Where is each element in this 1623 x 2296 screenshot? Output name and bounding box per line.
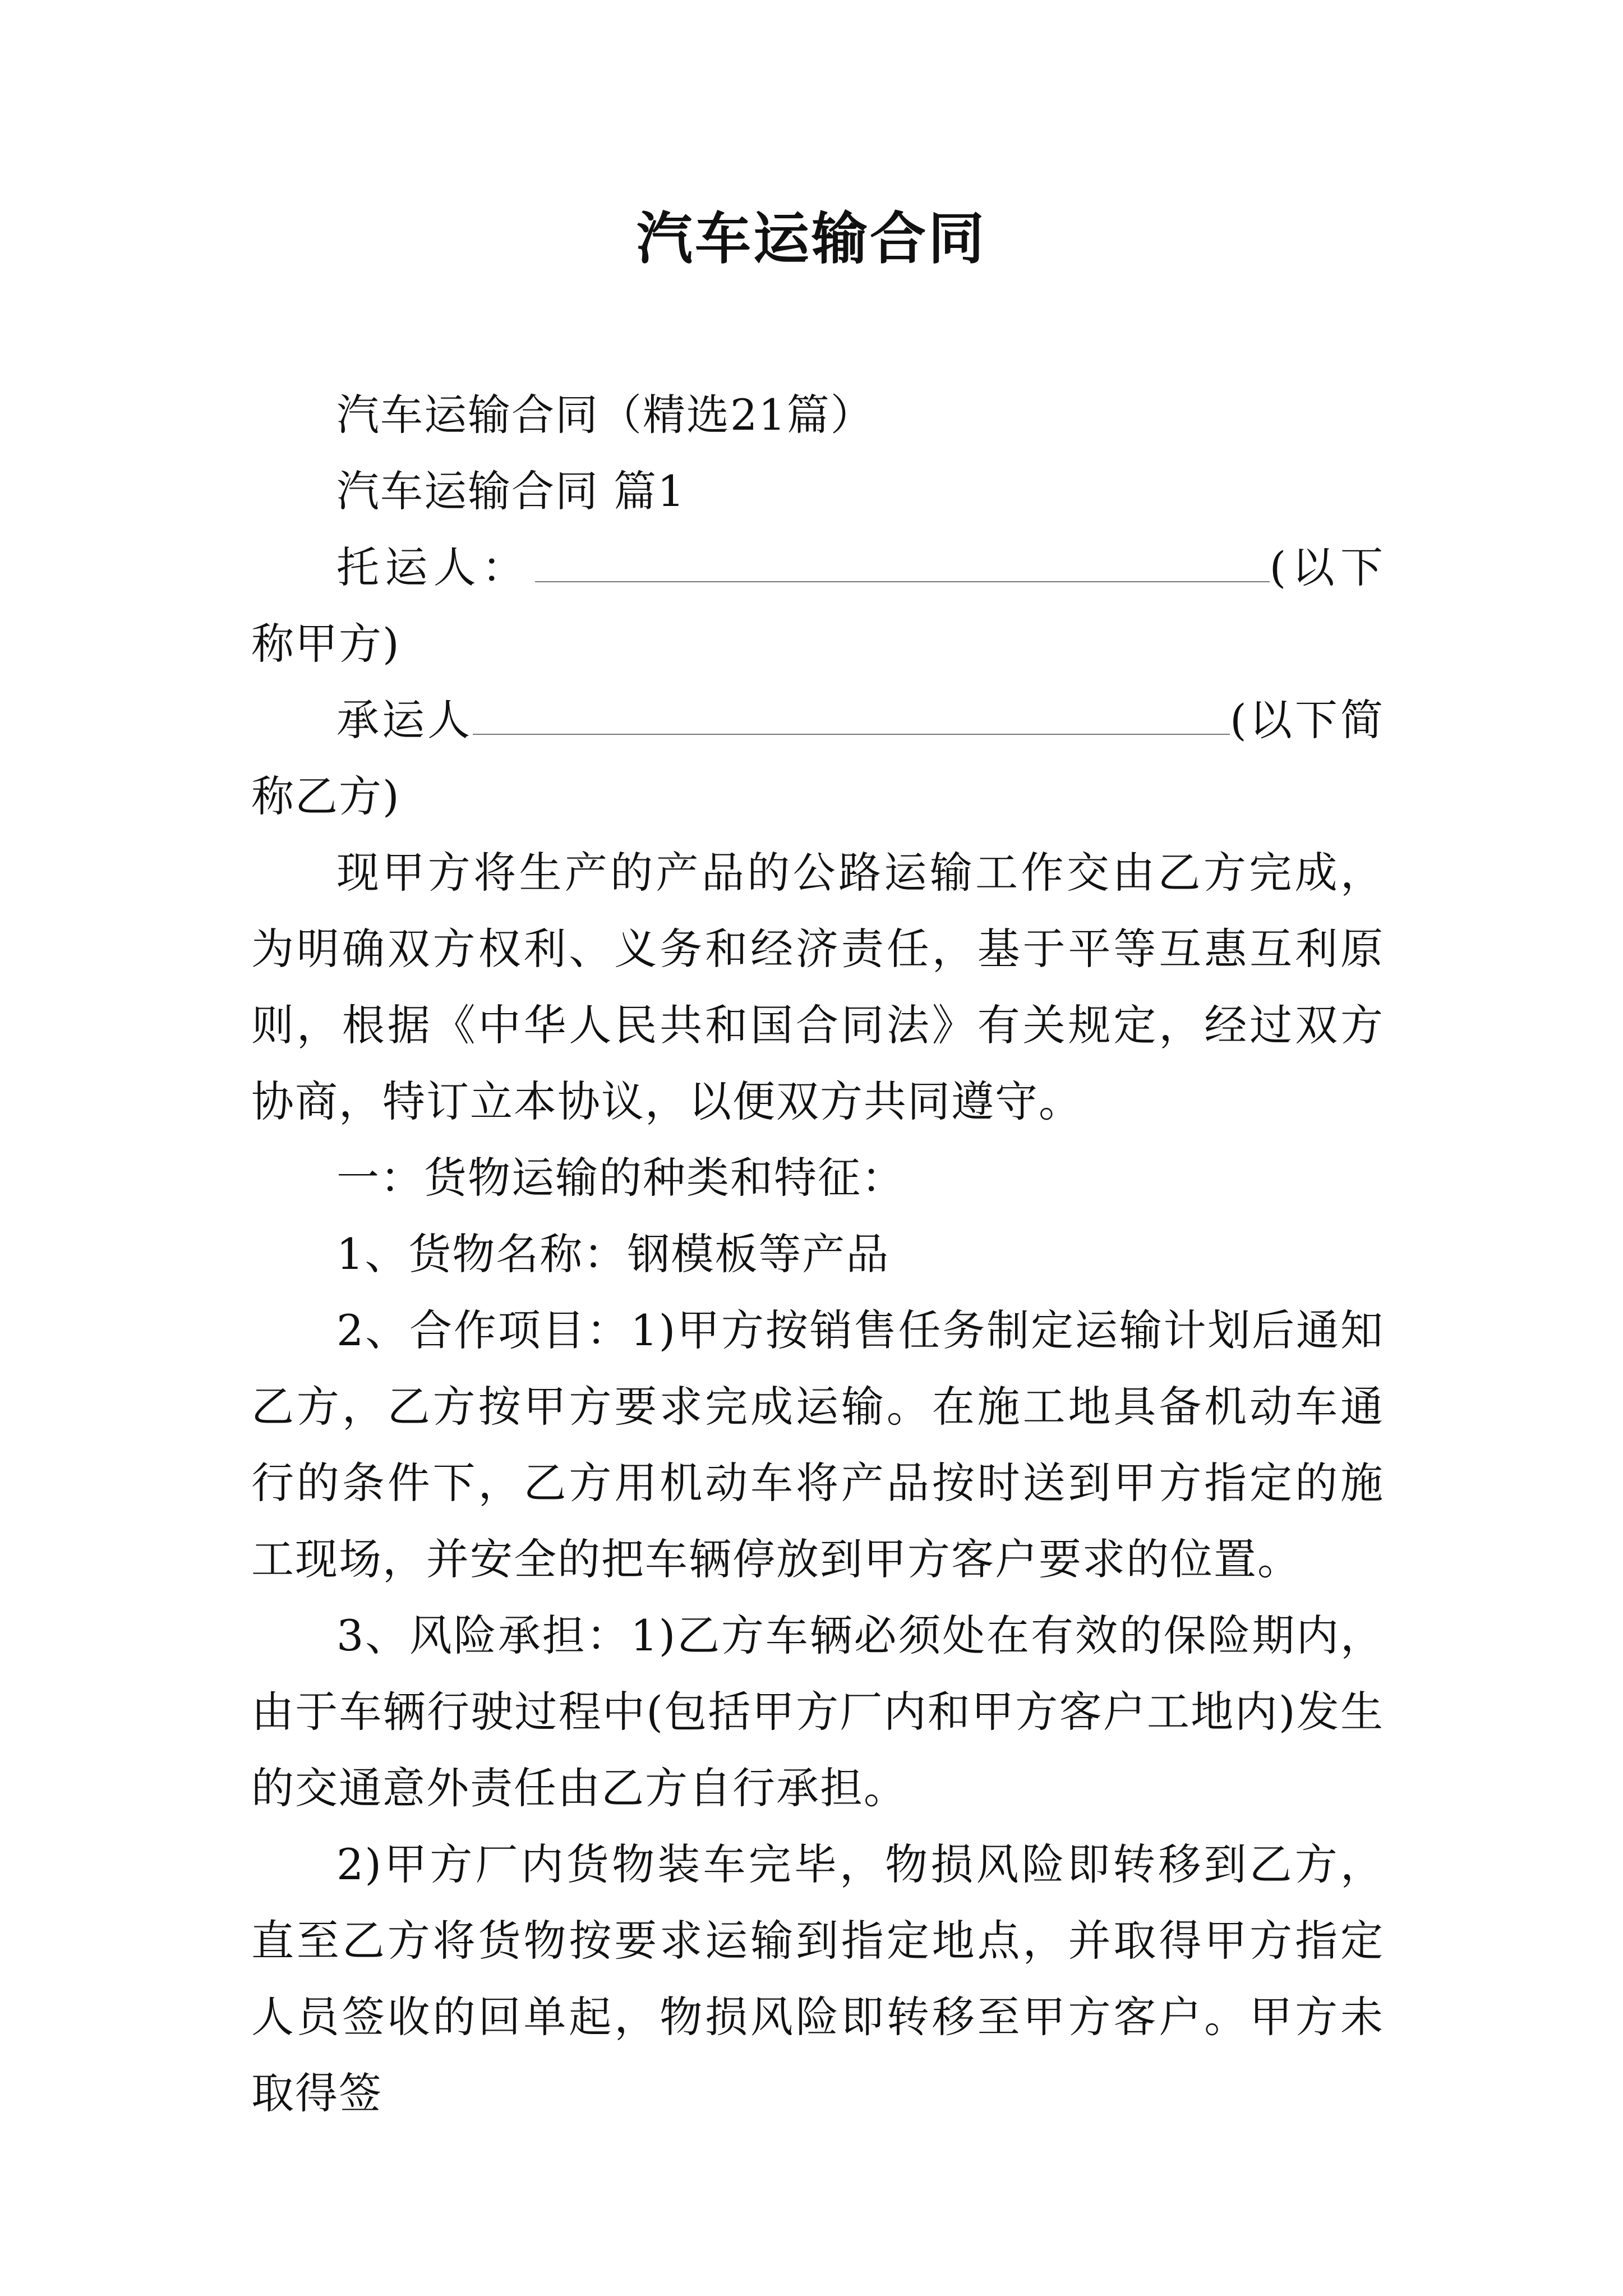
consignor-line <box>251 530 1384 682</box>
consignor-suffix: (以下称甲方) <box>251 542 1384 669</box>
item-1-paragraph: 1、货物名称：钢模板等产品 <box>336 1229 890 1279</box>
item-3-paragraph: 3、风险承担：1)乙方车辆必须处在有效的保险期内，由于车辆行驶过程中(包括甲方厂内和甲方客户工地内)发生的交通意外责任由乙方自行承担。 <box>251 1611 1384 1813</box>
carrier-label: 承运人 <box>336 695 473 745</box>
document-body <box>251 377 1384 2132</box>
document-subtitle: 汽车运输合同（精选21篇） <box>336 390 874 440</box>
carrier-line <box>251 682 1384 835</box>
item-2-paragraph: 2、合作项目：1)甲方按销售任务制定运输计划后通知乙方，乙方按甲方要求完成运输。在施工地具备机动车通行的条件下，乙方用机动车将产品按时送到甲方指定的施工现场，并安全的把车辆停放到甲方客户要求的位置。 <box>251 1305 1384 1584</box>
consignor-blank-line <box>535 581 1270 582</box>
item-3-2-paragraph: 2)甲方厂内货物装车完毕，物损风险即转移到乙方，直至乙方将货物按要求运输到指定地点，并取得甲方指定人员签收的回单起，物损风险即转移至甲方客户。甲方未取得签 <box>251 1839 1384 2118</box>
consignor-label: 托运人： <box>336 542 531 592</box>
section-heading: 汽车运输合同 篇1 <box>336 466 686 516</box>
preamble-paragraph: 现甲方将生产的产品的公路运输工作交由乙方完成，为明确双方权利、义务和经济责任，基于平等互惠互利原则，根据《中华人民共和国合同法》有关规定，经过双方协商，特订立本协议，以便双方共同遵守。 <box>251 848 1384 1126</box>
carrier-blank-line <box>473 733 1230 735</box>
carrier-suffix: (以下简称乙方) <box>251 695 1384 821</box>
clause-1-heading: 一：货物运输的种类和特征： <box>336 1153 905 1203</box>
document-title: 汽车运输合同 <box>637 205 986 272</box>
